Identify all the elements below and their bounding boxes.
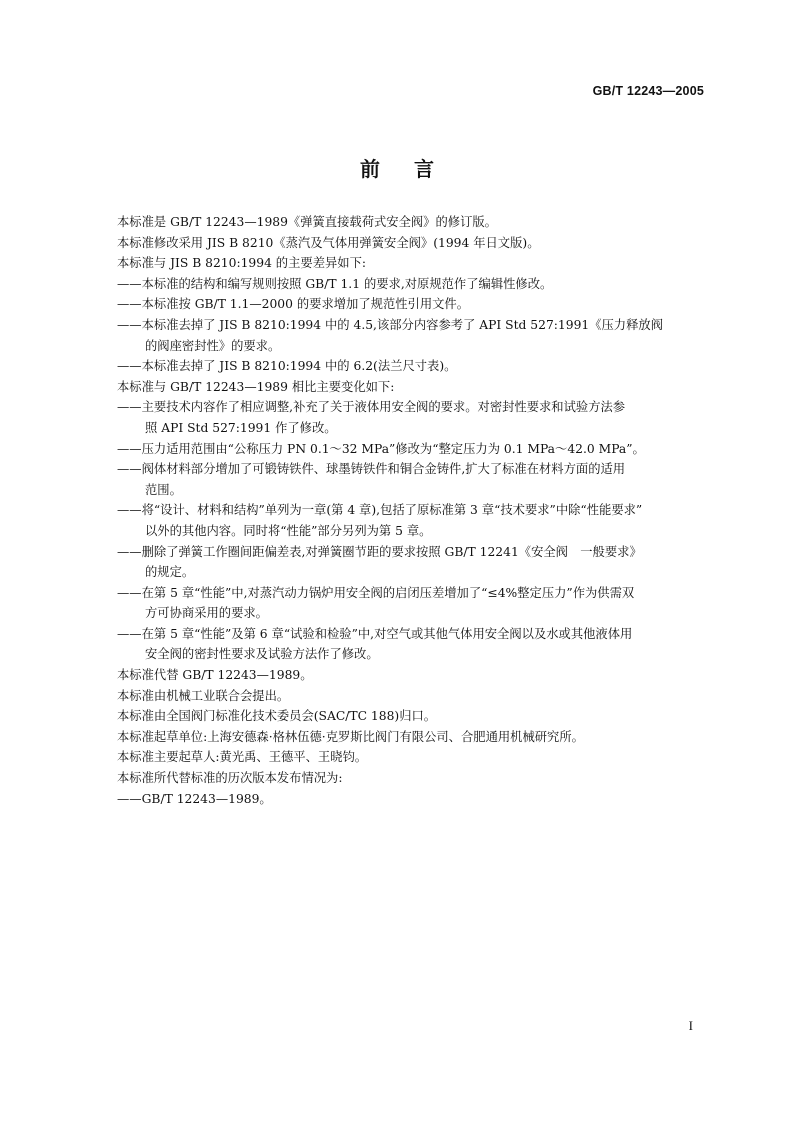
paragraph-line: 本标准与 JIS B 8210:1994 的主要差异如下: — [117, 256, 367, 271]
paragraph-line: 本标准修改采用 JIS B 8210《蒸汽及气体用弹簧安全阀》(1994 年日文版)。 — [117, 235, 540, 250]
list-item: ——本标准去掉了 JIS B 8210:1994 中的 6.2(法兰尺寸表)。 — [117, 359, 457, 374]
list-item: ——阀体材料部分增加了可锻铸铁件、球墨铸铁件和铜合金铸件,扩大了标准在材料方面的适用 — [117, 462, 626, 477]
foreword-body — [117, 212, 707, 809]
list-item-continuation: 照 API Std 527:1991 作了修改。 — [145, 420, 337, 435]
paragraph-line: 本标准起草单位:上海安德森·格林伍德·克罗斯比阀门有限公司、合肥通用机械研究所。 — [117, 729, 584, 744]
list-item-continuation: 方可协商采用的要求。 — [145, 606, 268, 621]
standard-code-header: GB/T 12243—2005 — [592, 84, 704, 98]
paragraph-line: 本标准由机械工业联合会提出。 — [117, 688, 290, 703]
list-item: ——主要技术内容作了相应调整,补充了关于液体用安全阀的要求。对密封性要求和试验方法参 — [117, 400, 626, 415]
list-item: ——在第 5 章“性能”及第 6 章“试验和检验”中,对空气或其他气体用安全阀以及水或其他液体用 — [117, 626, 633, 641]
paragraph-line: 本标准是 GB/T 12243—1989《弹簧直接载荷式安全阀》的修订版。 — [117, 215, 497, 229]
list-item-continuation: 范围。 — [145, 482, 182, 497]
list-item-continuation: 以外的其他内容。同时将“性能”部分另列为第 5 章。 — [145, 523, 432, 538]
list-item: ——本标准的结构和编写规则按照 GB/T 1.1 的要求,对原规范作了编辑性修改。 — [117, 276, 553, 291]
list-item: ——删除了弹簧工作圈间距偏差表,对弹簧圈节距的要求按照 GB/T 12241《安全阀 一般要求》 — [117, 544, 642, 559]
page-number: I — [688, 1018, 693, 1033]
paragraph-line: 本标准所代替标准的历次版本发布情况为: — [117, 771, 343, 786]
list-item: ——将“设计、材料和结构”单列为一章(第 4 章),包括了原标准第 3 章“技术要求”中除“性能要求” — [117, 503, 643, 518]
list-item: ——压力适用范围由“公称压力 PN 0.1～32 MPa”修改为“整定压力为 0.1 MPa～42.0 MPa”。 — [117, 441, 645, 456]
list-item: ——本标准去掉了 JIS B 8210:1994 中的 4.5,该部分内容参考了 API Std 527:1991《压力释放阀 — [117, 317, 663, 332]
list-item-continuation: 安全阀的密封性要求及试验方法作了修改。 — [145, 647, 379, 662]
paragraph-line: 本标准主要起草人:黄光禹、王德平、王晓钧。 — [117, 750, 368, 765]
list-item: ——本标准按 GB/T 1.1—2000 的要求增加了规范性引用文件。 — [117, 297, 470, 312]
list-item-continuation: 的规定。 — [145, 565, 195, 580]
paragraph-line: 本标准与 GB/T 12243—1989 相比主要变化如下: — [117, 379, 395, 394]
list-item: ——GB/T 12243—1989。 — [117, 791, 272, 806]
list-item: ——在第 5 章“性能”中,对蒸汽动力锅炉用安全阀的启闭压差增加了“≤4%整定压力”作为供需双 — [117, 585, 635, 600]
list-item-continuation: 的阀座密封性》的要求。 — [145, 338, 281, 353]
paragraph-line: 本标准代替 GB/T 12243—1989。 — [117, 668, 313, 683]
page-title: 前言 — [360, 157, 468, 181]
paragraph-line: 本标准由全国阀门标准化技术委员会(SAC/TC 188)归口。 — [117, 709, 437, 724]
